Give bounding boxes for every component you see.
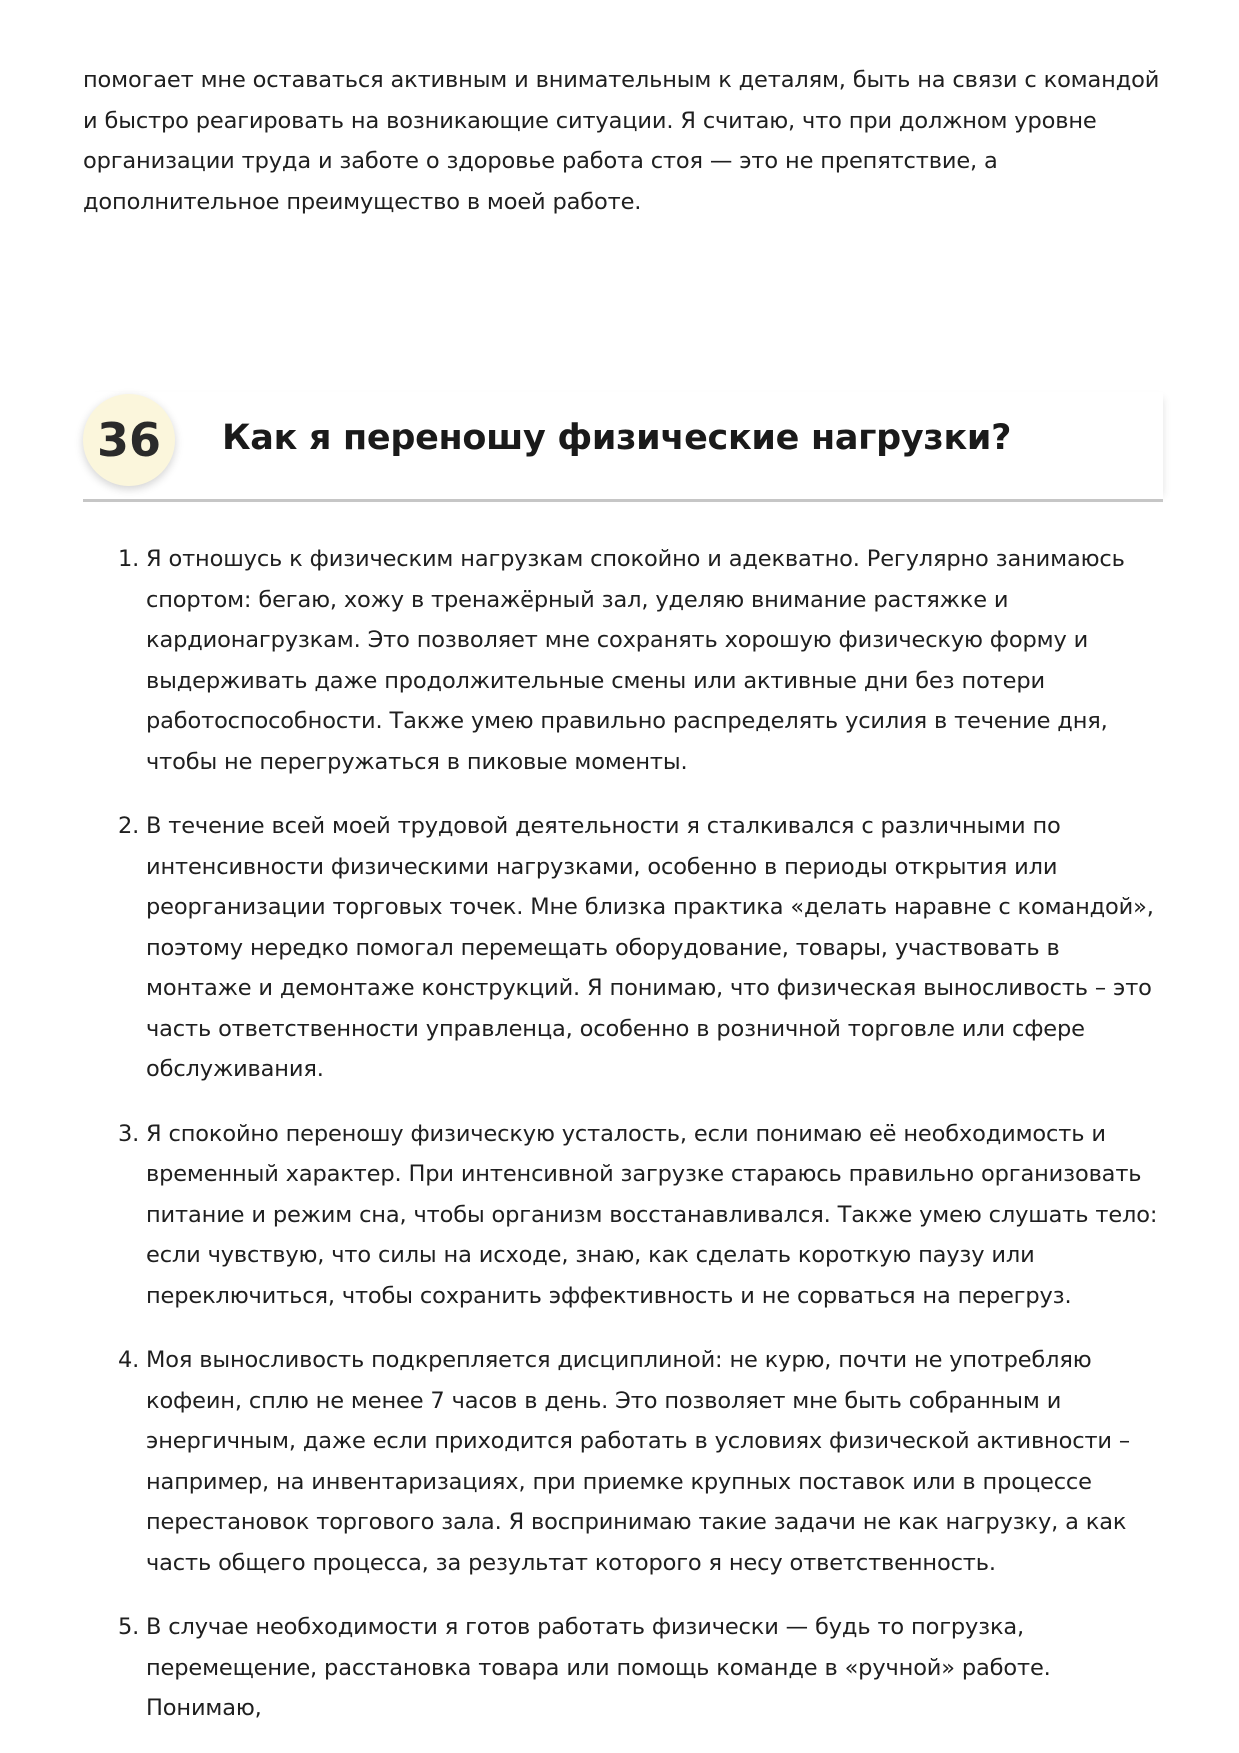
list-item-text: Я спокойно переношу физическую усталость, если понимаю её необходимость и временный характер. При интенсивной загрузке стараюсь правильно организовать питание и режим сна, чтобы организм восстанавливался. Также умею слушать тело: если чувствую, что силы на исходе, знаю, как сделать короткую паузу или переключиться, чтобы сохранить эффективность и не сорваться на перегруз.	[146, 1120, 1158, 1309]
answers-list	[83, 539, 1163, 1753]
section-title: Как я переношу физические нагрузки?	[222, 418, 1012, 458]
list-item	[83, 1340, 1163, 1583]
list-item	[83, 539, 1163, 782]
section-header	[83, 392, 1163, 502]
list-item-text: В случае необходимости я готов работать физически — будь то погрузка, перемещение, расстановка товара или помощь команде в «ручной» работе. Понимаю,	[146, 1614, 1051, 1721]
document-page	[83, 0, 1163, 222]
question-number-badge: 36	[83, 394, 175, 486]
list-item-text: В течение всей моей трудовой деятельности я сталкивался с различными по интенсивности физическими нагрузками, особенно в периоды открытия или реорганизации торговых точек. Мне близка практика «делать наравне с командой», поэтому нередко помогал перемещать оборудование, товары, участвовать в монтаже и демонтаже конструкций. Я понимаю, что физическая выносливость – это часть ответственности управленца, особенно в розничной торговле или сфере обслуживания.	[146, 813, 1154, 1082]
list-item-number: 4.	[118, 1347, 140, 1373]
list-item	[83, 1607, 1163, 1729]
list-item	[83, 1114, 1163, 1317]
list-item-number: 5.	[118, 1614, 140, 1640]
list-item-text: Моя выносливость подкрепляется дисциплиной: не курю, почти не употребляю кофеин, сплю не менее 7 часов в день. Это позволяет мне быть собранным и энергичным, даже если приходится работать в условиях физической активности – например, на инвентаризациях, при приемке крупных поставок или в процессе перестановок торгового зала. Я воспринимаю такие задачи не как нагрузку, а как часть общего процесса, за результат которого я несу ответственность.	[146, 1347, 1130, 1576]
list-item-number: 1.	[118, 546, 140, 572]
list-item-number: 3.	[118, 1120, 140, 1147]
list-item	[83, 806, 1163, 1090]
list-item-text: Я отношусь к физическим нагрузкам спокойно и адекватно. Регулярно занимаюсь спортом: бегаю, хожу в тренажёрный зал, уделяю внимание растяжке и кардионагрузкам. Это позволяет мне сохранять хорошую физическую форму и выдерживать даже продолжительные смены или активные дни без потери работоспособности. Также умею правильно распределять усилия в течение дня, чтобы не перегружаться в пиковые моменты.	[146, 546, 1125, 775]
list-item-number: 2.	[118, 813, 140, 839]
intro-paragraph: помогает мне оставаться активным и внимательным к деталям, быть на связи с командой и быстро реагировать на возникающие ситуации. Я считаю, что при должном уровне организации труда и заботе о здоровье работа стоя — это не препятствие, а дополнительное преимущество в моей работе.	[83, 67, 1160, 215]
